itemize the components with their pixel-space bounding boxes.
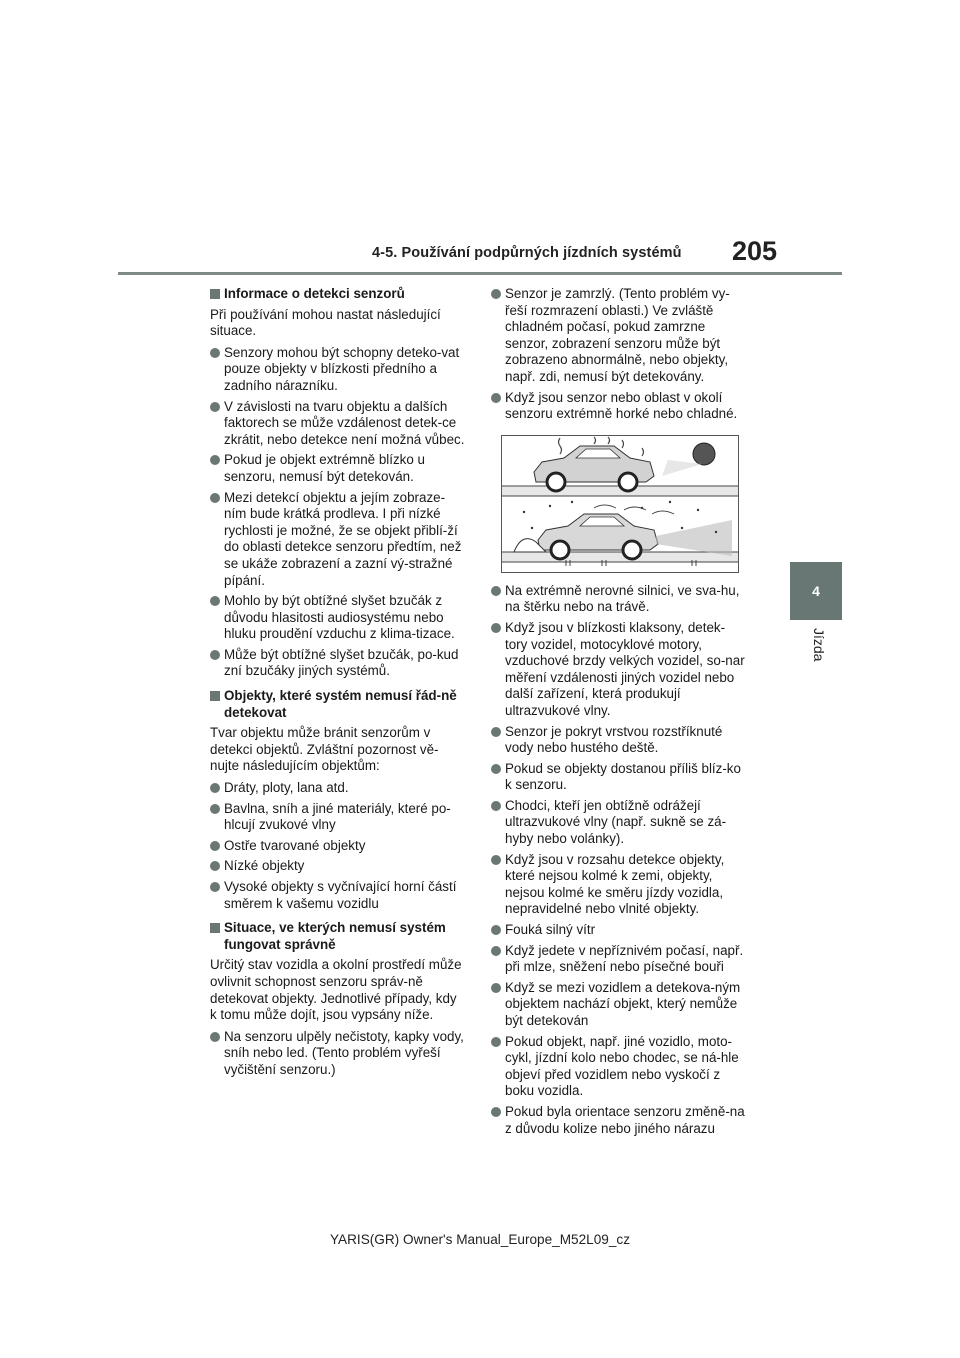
chapter-tab[interactable]: 4: [790, 562, 842, 620]
bullet-dot-icon: [491, 289, 501, 299]
bullet-dot-icon: [210, 861, 220, 871]
left-column: [210, 286, 466, 1083]
section-heading: [210, 286, 466, 303]
bullet-dot-icon: [491, 727, 501, 737]
bullet-text: Ostře tvarované objekty: [224, 837, 366, 853]
bullet-item: [210, 647, 466, 680]
bullet-item: [491, 943, 747, 976]
bullet-text: Dráty, ploty, lana atd.: [224, 780, 349, 796]
paragraph: Při používání mohou nastat následující situace.: [210, 306, 441, 339]
wheel-icon: [547, 473, 565, 491]
headlight-beam: [656, 520, 732, 556]
section-heading: [210, 688, 466, 721]
bullet-dot-icon: [491, 393, 501, 403]
bullet-text: Když jedete v nepříznivém počasí, např. při mlze, sněžení nebo písečné bouři: [505, 942, 744, 975]
bullet-dot-icon: [210, 455, 220, 465]
bullet-dot-icon: [210, 650, 220, 660]
bullet-dot-icon: [491, 623, 501, 633]
bullet-dot-icon: [491, 855, 501, 865]
bullet-dot-icon: [210, 783, 220, 793]
bullet-item: [491, 922, 747, 939]
bullet-item: [210, 345, 466, 395]
bullet-text: Senzory mohou být schopny deteko-vat pouze objekty v blízkosti předního a zadního nárazníku.: [224, 344, 460, 393]
paragraph: Určitý stav vozidla a okolní prostředí může ovlivnit schopnost senzoru správ-ně detekovat objekty. Jednotlivé případy, kdy k tomu může dojít, jsou vypsány níže.: [210, 957, 462, 1023]
bullet-text: Když se mezi vozidlem a detekova-ným objektem nachází objekt, který nemůže být detekován: [505, 979, 741, 1028]
bullet-item: [210, 593, 466, 643]
bullet-item: [210, 452, 466, 485]
bullet-dot-icon: [491, 983, 501, 993]
bullet-dot-icon: [210, 402, 220, 412]
bullet-dot-icon: [491, 1037, 501, 1047]
bullet-dot-icon: [491, 764, 501, 774]
bullet-text: Když jsou v blízkosti klaksony, detek-tory vozidel, motocyklové motory, vzduchové brzdy velkých vozidel, so-nar měření vzdálenosti jiných vozidel nebo další zařízení, která produkují ultrazvukové vlny.: [505, 619, 745, 718]
bullet-text: Senzor je zamrzlý. (Tento problém vy-řeší rozmrazení oblasti.) Ve zvláště chladném počasí, pokud zamrzne senzor, zobrazení senzoru může být zobrazeno abnormálně, nebo objekty, např. zdi, nemusí být detekovány.: [505, 286, 730, 384]
bullet-item: [491, 761, 747, 794]
bullet-item: [210, 399, 466, 449]
bullet-dot-icon: [491, 925, 501, 935]
bullet-item: [491, 852, 747, 918]
bullet-text: Může být obtížné slyšet bzučák, po-kud zní bzučáky jiných systémů.: [224, 646, 459, 679]
bullet-text: Mezi detekcí objektu a jejím zobraze-ním bude krátká prodleva. I při nízké rychlosti je možné, že se objekt přiblí-ží do oblasti detekce senzoru předtím, než se ukáže zobrazení a zazní vý-stražné pípání.: [224, 489, 462, 588]
bullet-item: [210, 879, 466, 912]
bullet-dot-icon: [210, 493, 220, 503]
bullet-item: [491, 390, 747, 423]
bullet-dot-icon: [210, 1032, 220, 1042]
bullet-item: [210, 780, 466, 797]
header-rule: [118, 272, 842, 275]
chapter-label: Jízda: [811, 628, 827, 662]
bullet-text: Bavlna, sníh a jiné materiály, které po-hlcují zvukové vlny: [224, 800, 451, 833]
bullet-item: [210, 858, 466, 875]
bullet-item: [491, 724, 747, 757]
bullet-text: Fouká silný vítr: [505, 922, 596, 938]
wheel-icon: [551, 541, 569, 559]
square-bullet-icon: [210, 923, 220, 933]
bullet-item: [210, 1029, 466, 1079]
heading-text: Informace o detekci senzorů: [224, 286, 405, 301]
hot-cold-car-illustration: [502, 436, 738, 572]
sun-icon: [693, 443, 715, 465]
bullet-item: [491, 1034, 747, 1100]
bullet-dot-icon: [210, 348, 220, 358]
square-bullet-icon: [210, 691, 220, 701]
wheel-icon: [623, 541, 641, 559]
bullet-dot-icon: [491, 801, 501, 811]
bullet-text: Nízké objekty: [224, 858, 305, 874]
bullet-text: Na senzoru ulpěly nečistoty, kapky vody, sníh nebo led. (Tento problém vyřeší vyčištění senzoru.): [224, 1028, 464, 1077]
bullet-item: [491, 1104, 747, 1137]
bullet-text: Senzor je pokryt vrstvou rozstříknuté vody nebo hustého deště.: [505, 723, 723, 756]
footer-text: YARIS(GR) Owner's Manual_Europe_M52L09_cz: [329, 1232, 631, 1247]
bullet-dot-icon: [210, 841, 220, 851]
bullet-dot-icon: [491, 586, 501, 596]
road-bottom: [502, 552, 738, 562]
section-heading: [210, 920, 466, 953]
bullet-item: [210, 801, 466, 834]
bullet-dot-icon: [210, 882, 220, 892]
bullet-text: Když jsou v rozsahu detekce objekty, které nejsou kolmé k zemi, objekty, nejsou kolmé ke směru jízdy vozidla, nepravidelné nebo vlnité objekty.: [505, 851, 725, 917]
bullet-text: Když jsou senzor nebo oblast v okolí senzoru extrémně horké nebo chladné.: [505, 389, 738, 422]
wheel-icon: [619, 473, 637, 491]
heading-text: Objekty, které systém nemusí řád-ně detekovat: [224, 688, 457, 720]
bullet-text: Na extrémně nerovné silnici, ve sva-hu, na štěrku nebo na trávě.: [505, 582, 740, 615]
bullet-text: Mohlo by být obtížné slyšet bzučák z důvodu hlasitosti audiosystému nebo hluku proudění vzduchu z klima-tizace.: [224, 593, 455, 642]
bullet-dot-icon: [491, 946, 501, 956]
square-bullet-icon: [210, 289, 220, 299]
page-number: 205: [732, 236, 778, 266]
bullet-text: V závislosti na tvaru objektu a dalších faktorech se může vzdálenost detek-ce zkrátit, nebo detekce není možná vůbec.: [224, 398, 465, 447]
bullet-item: [491, 980, 747, 1030]
bullet-text: Pokud objekt, např. jiné vozidlo, moto-cykl, jízdní kolo nebo chodec, se ná-hle objeví před vozidlem nebo vyskočí z boku vozidla.: [505, 1033, 739, 1099]
bullet-item: [210, 838, 466, 855]
bullet-text: Vysoké objekty s vyčnívající horní částí směrem k vašemu vozidlu: [224, 879, 457, 911]
bullet-dot-icon: [491, 1107, 501, 1117]
bullet-item: [210, 490, 466, 590]
bullet-item: [491, 286, 747, 386]
bullet-text: Chodci, kteří jen obtížně odrážejí ultrazvukové vlny (např. sukně se zá-hyby nebo volánky).: [505, 797, 727, 847]
bullet-text: Pokud byla orientace senzoru změně-na z důvodu kolize nebo jiného nárazu: [505, 1103, 745, 1136]
bullet-text: Pokud se objekty dostanou příliš blíz-ko k senzoru.: [505, 760, 741, 793]
bullet-item: [491, 620, 747, 720]
paragraph: Tvar objektu může bránit senzorům v detekci objektů. Zvláštní pozornost vě-nujte následujícím objektům:: [210, 725, 439, 774]
right-column: [491, 286, 747, 1141]
bullet-dot-icon: [210, 804, 220, 814]
temperature-illustration: [501, 435, 739, 573]
bullet-text: Pokud je objekt extrémně blízko u senzoru, nemusí být detekován.: [224, 452, 425, 484]
bullet-dot-icon: [210, 596, 220, 606]
heading-text: Situace, ve kterých nemusí systém fungovat správně: [224, 920, 446, 952]
bullet-item: [491, 583, 747, 616]
bullet-item: [491, 798, 747, 848]
header-title: 4-5. Používání podpůrných jízdních systémů: [372, 245, 682, 261]
